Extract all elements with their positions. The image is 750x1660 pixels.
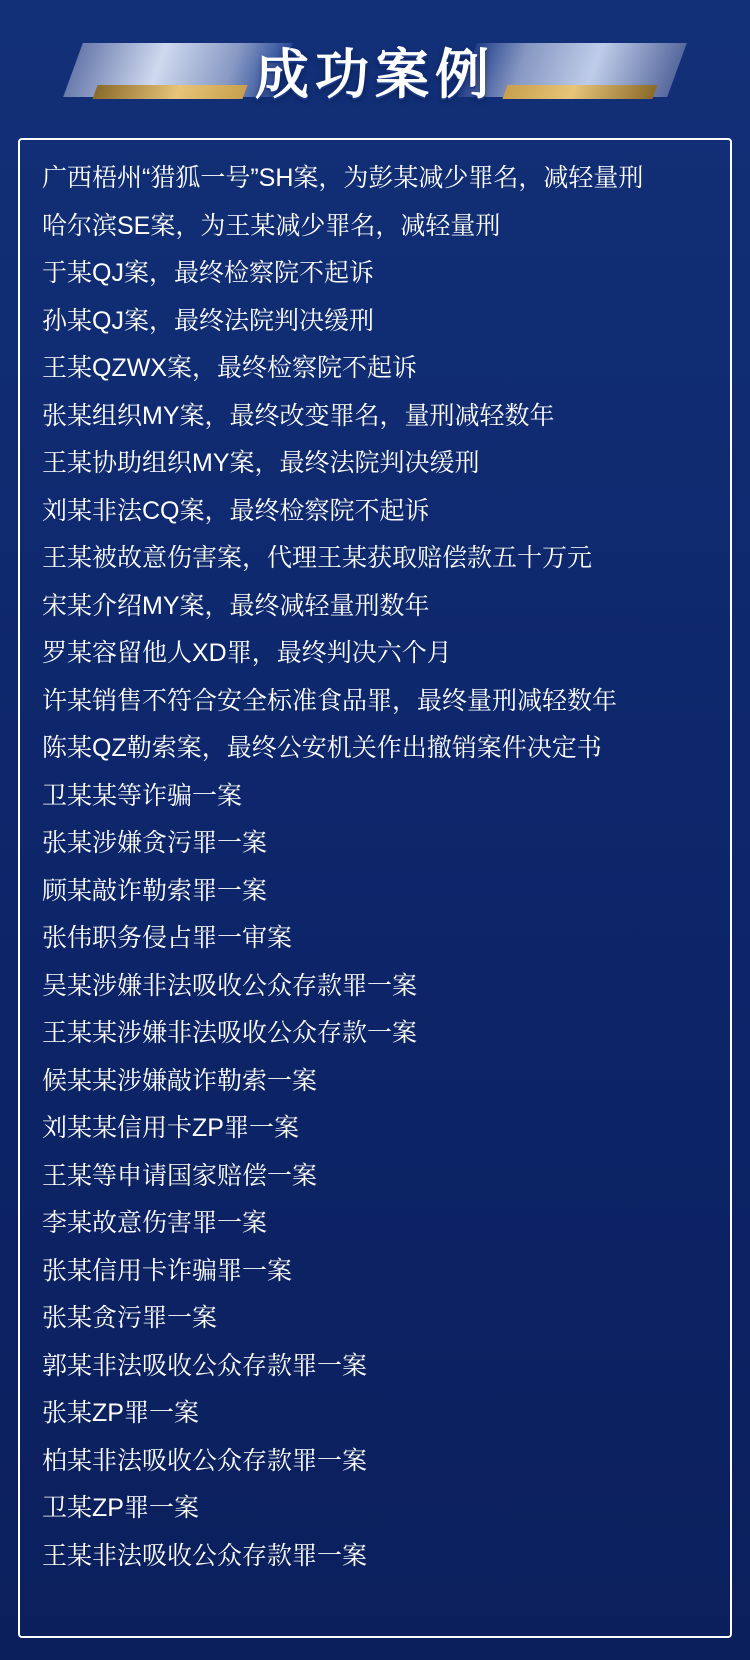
header xyxy=(0,0,750,140)
banner-left-gold-shape xyxy=(92,85,247,99)
list-item: 陈某QZ勒索案，最终公安机关作出撤销案件决定书 xyxy=(42,734,602,762)
list-item: 卫某某等诈骗一案 xyxy=(42,781,243,810)
list-item: 罗某容留他人XD罪，最终判决六个月 xyxy=(42,639,452,667)
list-item: 孙某QJ案，最终法院判决缓刑 xyxy=(42,306,374,335)
list-item: 许某销售不符合安全标准食品罪，最终量刑减轻数年 xyxy=(42,686,618,715)
list-item: 郭某非法吸收公众存款罪一案 xyxy=(42,1351,368,1380)
list-item: 候某某涉嫌敲诈勒索一案 xyxy=(42,1066,318,1095)
list-item: 刘某非法CQ案，最终检察院不起诉 xyxy=(42,496,430,525)
list-item: 宋某介绍MY案，最终减轻量刑数年 xyxy=(42,591,430,620)
list-item: 张某贪污罪一案 xyxy=(42,1304,218,1332)
list-item: 吴某涉嫌非法吸收公众存款罪一案 xyxy=(42,971,418,1000)
list-item: 王某非法吸收公众存款罪一案 xyxy=(42,1541,368,1570)
list-item: 张某组织MY案，最终改变罪名，量刑减轻数年 xyxy=(42,401,555,430)
list-item: 柏某非法吸收公众存款罪一案 xyxy=(42,1446,368,1475)
title-banner xyxy=(65,24,685,116)
list-item: 王某等申请国家赔偿一案 xyxy=(42,1161,318,1190)
list-item: 王某某涉嫌非法吸收公众存款一案 xyxy=(42,1019,418,1047)
list-item: 于某QJ案，最终检察院不起诉 xyxy=(42,259,374,287)
list-item: 哈尔滨SE案，为王某减少罪名，减轻量刑 xyxy=(42,211,501,240)
list-item: 张某涉嫌贪污罪一案 xyxy=(42,829,268,857)
case-list xyxy=(42,166,708,1591)
banner-right-gold-shape xyxy=(502,85,657,99)
list-item: 王某被故意伤害案，代理王某获取赔偿款五十万元 xyxy=(42,544,593,572)
case-list-card xyxy=(18,138,732,1638)
list-item: 顾某敲诈勒索罪一案 xyxy=(42,876,268,905)
list-item: 张某信用卡诈骗罪一案 xyxy=(42,1256,293,1285)
page-title: 成功案例 xyxy=(255,44,495,105)
list-item: 张伟职务侵占罪一审案 xyxy=(42,924,293,952)
list-item: 卫某ZP罪一案 xyxy=(42,1494,199,1522)
list-item: 广西梧州“猎狐一号”SH案，为彭某减少罪名，减轻量刑 xyxy=(42,164,644,192)
list-item: 李某故意伤害罪一案 xyxy=(42,1209,268,1237)
list-item: 刘某某信用卡ZP罪一案 xyxy=(42,1114,299,1142)
list-item: 张某ZP罪一案 xyxy=(42,1399,199,1427)
list-item: 王某QZWX案，最终检察院不起诉 xyxy=(42,354,417,382)
list-item: 王某协助组织MY案，最终法院判决缓刑 xyxy=(42,449,480,477)
